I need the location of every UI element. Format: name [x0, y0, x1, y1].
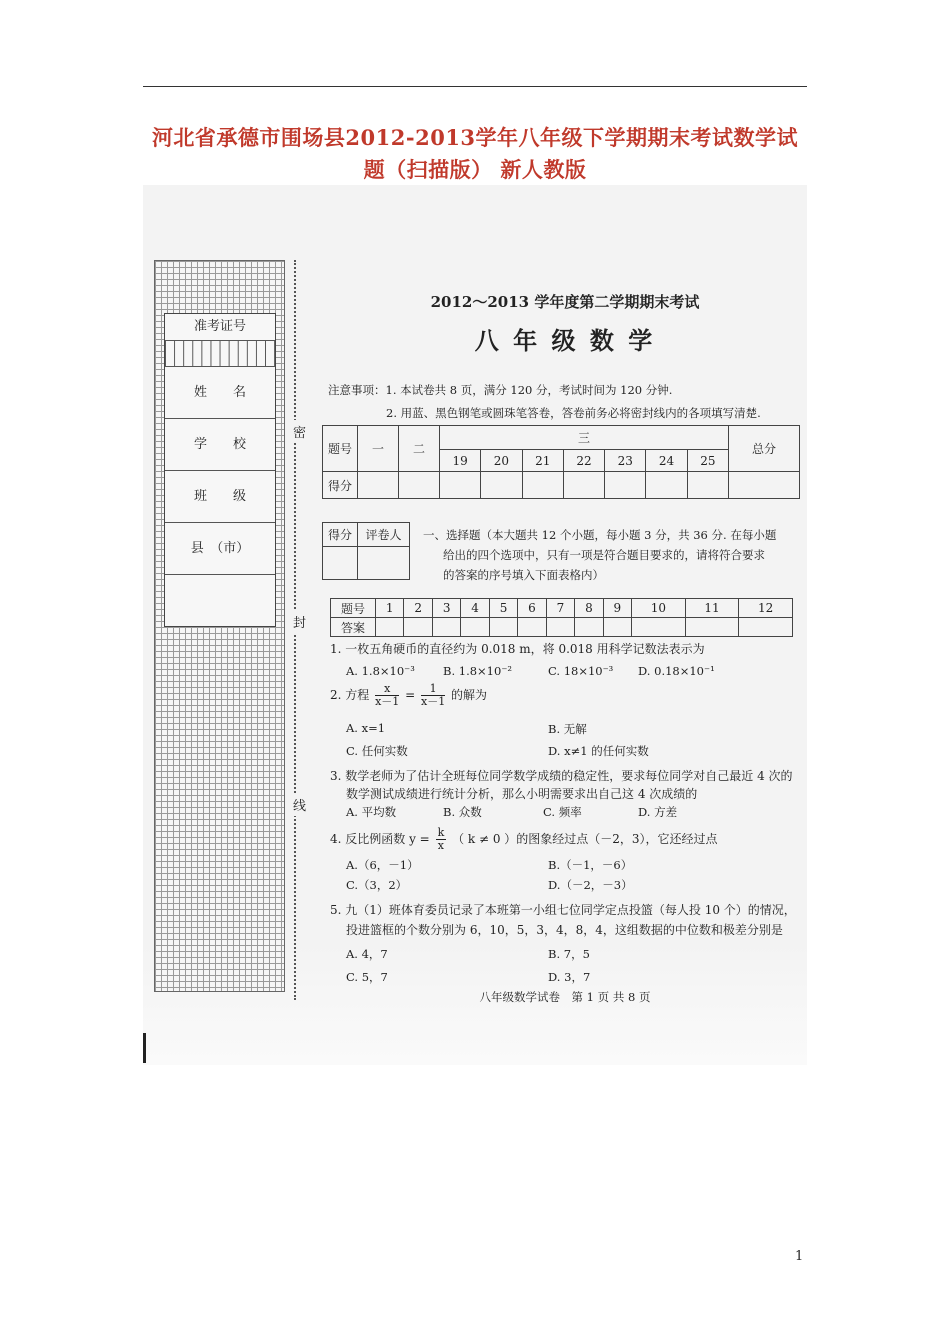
- q4-frac-num: k: [437, 826, 445, 839]
- q4-option-b: B.（－1，－6）: [548, 858, 633, 872]
- col-23: 23: [605, 450, 646, 472]
- answer-num: 4: [461, 599, 489, 618]
- zkz-label: 准考证号: [165, 314, 275, 341]
- score-cell: [605, 472, 646, 499]
- q4-option-a: A.（6，－1）: [346, 858, 419, 872]
- col-22: 22: [563, 450, 604, 472]
- col-one: 一: [358, 426, 399, 472]
- col-19: 19: [440, 450, 481, 472]
- q2-fraction-1: [375, 683, 399, 708]
- col-24: 24: [646, 450, 687, 472]
- score-cell: [399, 472, 440, 499]
- section1-score-label: 得分: [323, 523, 358, 547]
- col-three: 三: [440, 426, 729, 450]
- answer-num: 6: [518, 599, 546, 618]
- answer-row-label: 答案: [331, 618, 376, 637]
- q1-option-b: B. 1.8×10⁻²: [443, 664, 512, 678]
- answer-num: 3: [432, 599, 460, 618]
- question-4: [330, 827, 718, 852]
- score-cell: [646, 472, 687, 499]
- q4-option-c: C.（3，2）: [346, 878, 408, 892]
- q1-option-d: D. 0.18×10⁻¹: [638, 664, 715, 678]
- answer-cell: [685, 618, 739, 637]
- answer-num: 9: [603, 599, 631, 618]
- county-label: 县 （市）: [165, 523, 275, 575]
- answer-num: 8: [575, 599, 603, 618]
- col-20: 20: [481, 450, 522, 472]
- header-rule: [143, 86, 807, 87]
- student-info-box: [164, 313, 276, 627]
- q2-option-a: A. x=1: [346, 721, 386, 735]
- question-3-line1: 3. 数学老师为了估计全班每位同学数学成绩的稳定性，要求每位同学对自己最近 4 次的: [330, 769, 793, 783]
- score-cell: [687, 472, 728, 499]
- score-cell: [729, 472, 800, 499]
- answer-cell: [575, 618, 603, 637]
- section1-line3: 的答案的序号填入下面表格内）: [443, 568, 604, 582]
- answer-num: 7: [546, 599, 574, 618]
- seal-char-xian: 线: [293, 793, 306, 816]
- answer-num: 2: [404, 599, 432, 618]
- exam-subject: 八 年 级 数 学: [474, 326, 656, 355]
- score-cell: [563, 472, 604, 499]
- answer-cell: [739, 618, 793, 637]
- q2-frac1-num: x: [375, 683, 399, 696]
- answer-cell: [546, 618, 574, 637]
- section1-grader-cell: [358, 547, 410, 580]
- score-table: [322, 425, 800, 499]
- seal-char-feng: 封: [293, 610, 306, 633]
- score-cell: [481, 472, 522, 499]
- score-row-label: 得分: [323, 472, 358, 499]
- q2-frac2-num: 1: [421, 683, 445, 696]
- answer-cell: [603, 618, 631, 637]
- answer-num: 12: [739, 599, 793, 618]
- answer-table-title: 题号: [331, 599, 376, 618]
- answer-num: 1: [376, 599, 404, 618]
- page-number: 1: [795, 1249, 804, 1264]
- section1-line1: 一、选择题（本大题共 12 个小题，每小题 3 分，共 36 分. 在每小题: [423, 528, 777, 542]
- q3-option-c: C. 频率: [543, 805, 582, 819]
- q2-suffix: 的解为: [451, 688, 488, 702]
- answer-cell: [461, 618, 489, 637]
- q2-frac2-den: x－1: [421, 695, 446, 708]
- q1-option-c: C. 18×10⁻³: [548, 664, 614, 678]
- q2-prefix: 2. 方程: [330, 688, 370, 702]
- q2-option-c: C. 任何实数: [346, 744, 408, 758]
- answer-num: 11: [685, 599, 739, 618]
- col-25: 25: [687, 450, 728, 472]
- section1-score-cell: [323, 547, 358, 580]
- section1-grade-box: [322, 522, 410, 580]
- col-21: 21: [522, 450, 563, 472]
- q4-suffix: （ k ≠ 0 ）的图象经过点（－2，3），它还经过点: [452, 832, 718, 846]
- q5-option-a: A. 4，7: [346, 947, 388, 961]
- question-3-line2: 数学测试成绩进行统计分析，那么小明需要求出自己这 4 次成绩的: [346, 787, 698, 801]
- answer-table: [330, 598, 793, 637]
- q5-option-c: C. 5，7: [346, 970, 388, 984]
- notice-line2: 2. 用蓝、黑色钢笔或圆珠笔答卷，答卷前务必将密封线内的各项填写清楚.: [386, 406, 761, 420]
- zkz-cells: [165, 340, 275, 367]
- name-label: 姓 名: [165, 367, 275, 419]
- document-title-line2: 题（扫描版） 新人教版: [363, 157, 587, 182]
- q2-fraction-2: [421, 683, 445, 708]
- col-two: 二: [399, 426, 440, 472]
- question-5-line1: 5. 九（1）班体育委员记录了本班第一小组七位同学定点投篮（每人投 10 个）的情况，: [330, 903, 796, 917]
- q3-option-d: D. 方差: [638, 805, 678, 819]
- notice-line1: 注意事项：1. 本试卷共 8 页，满分 120 分，考试时间为 120 分钟.: [328, 383, 673, 397]
- document-title-line1: 河北省承德市围场县2012-2013学年八年级下学期期末考试数学试: [151, 125, 799, 150]
- exam-page-footer: 八年级数学试卷 第 1 页 共 8 页: [479, 990, 651, 1004]
- score-cell: [358, 472, 399, 499]
- exam-heading: 2012～2013 学年度第二学期期末考试: [430, 293, 700, 311]
- score-table-title: 题号: [323, 426, 358, 472]
- q4-option-d: D.（－2，－3）: [548, 878, 633, 892]
- score-cell: [522, 472, 563, 499]
- q4-fraction: [436, 827, 447, 852]
- section1-grader-label: 评卷人: [358, 523, 410, 547]
- q2-option-b: B. 无解: [548, 722, 587, 736]
- class-label: 班 级: [165, 471, 275, 523]
- answer-num: 5: [489, 599, 517, 618]
- q4-frac-den: x: [437, 839, 444, 852]
- q1-option-a: A. 1.8×10⁻³: [346, 664, 415, 678]
- scan-edge-mark: [143, 1033, 146, 1063]
- q3-option-a: A. 平均数: [346, 805, 397, 819]
- answer-cell: [376, 618, 404, 637]
- school-label: 学 校: [165, 419, 275, 471]
- answer-cell: [404, 618, 432, 637]
- answer-num: 10: [632, 599, 686, 618]
- answer-cell: [432, 618, 460, 637]
- seal-char-mi: 密: [293, 420, 306, 443]
- q2-option-d: D. x≠1 的任何实数: [548, 744, 649, 758]
- q2-frac1-den: x－1: [375, 695, 400, 708]
- question-1: 1. 一枚五角硬币的直径约为 0.018 m，将 0.018 用科学记数法表示为: [330, 642, 705, 656]
- q5-option-d: D. 3，7: [548, 970, 591, 984]
- q5-option-b: B. 7，5: [548, 947, 590, 961]
- question-5-line2: 投进篮框的个数分别为 6，10，5，3，4，8，4，这组数据的中位数和极差分别是: [346, 923, 783, 937]
- q4-prefix: 4. 反比例函数 y =: [330, 832, 430, 846]
- answer-cell: [518, 618, 546, 637]
- scanned-exam-image: [143, 185, 807, 1065]
- score-cell: [440, 472, 481, 499]
- col-total: 总分: [729, 426, 800, 472]
- answer-cell: [489, 618, 517, 637]
- section1-line2: 给出的四个选项中，只有一项是符合题目要求的，请将符合要求: [443, 548, 765, 562]
- answer-cell: [632, 618, 686, 637]
- q3-option-b: B. 众数: [443, 805, 482, 819]
- question-2: [330, 683, 487, 708]
- q2-equals: =: [405, 688, 416, 702]
